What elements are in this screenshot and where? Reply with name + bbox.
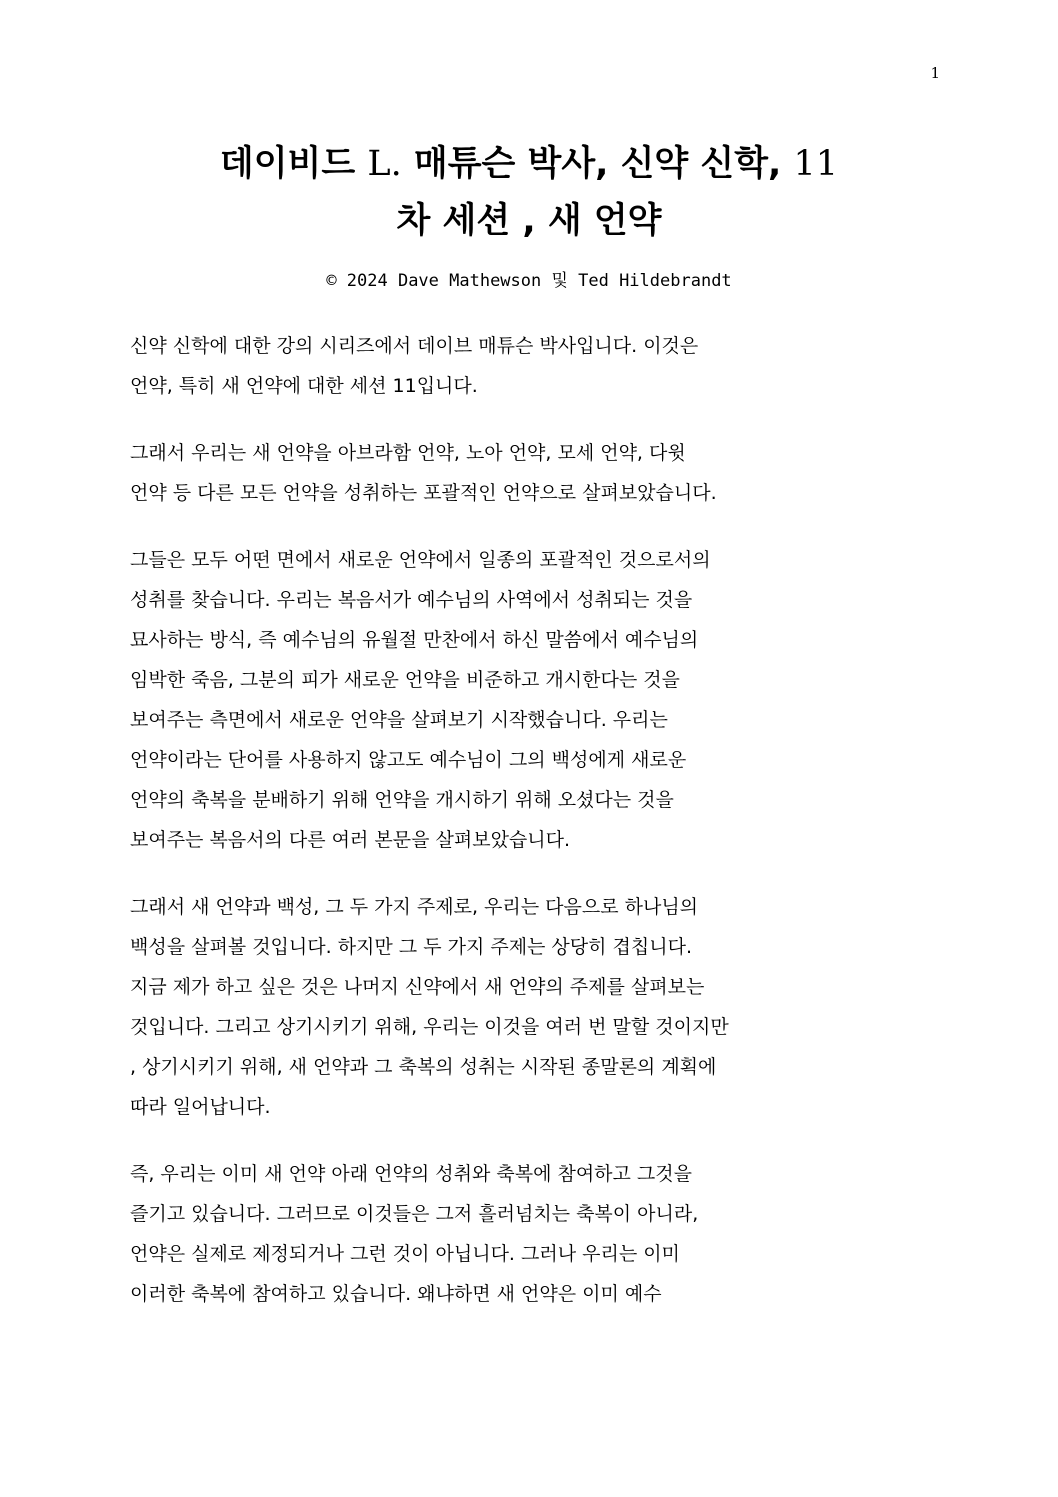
- text-line: 그래서 우리는 새 언약을 아브라함 언약, 노아 언약, 모세 언약, 다윗: [130, 442, 686, 464]
- text-line: 따라 일어납니다.: [130, 1096, 271, 1118]
- text-line: 그들은 모두 어떤 면에서 새로운 언약에서 일종의 포괄적인 것으로서의: [130, 549, 711, 571]
- document-title: [100, 136, 958, 250]
- title-line-1: [100, 136, 958, 193]
- text-line: 백성을 살펴볼 것입니다. 하지만 그 두 가지 주제는 상당히 겹칩니다.: [130, 936, 692, 958]
- body-text: [130, 326, 950, 1341]
- title-part: 데이비드: [219, 144, 368, 184]
- text-line: 성취를 찾습니다. 우리는 복음서가 예수님의 사역에서 성취되는 것을: [130, 589, 693, 611]
- page-number: 1: [930, 64, 940, 82]
- text-line: 즐기고 있습니다. 그러므로 이것들은 그저 흘러넘치는 축복이 아니라,: [130, 1203, 699, 1225]
- text-line: 언약은 실제로 제정되거나 그런 것이 아닙니다. 그러나 우리는 이미: [130, 1243, 680, 1265]
- copyright-line: © 2024 Dave Mathewson 및 Ted Hildebrandt: [326, 271, 732, 291]
- text-line: 지금 제가 하고 싶은 것은 나머지 신약에서 새 언약의 주제를 살펴보는: [130, 976, 705, 998]
- text-line: 언약 등 다른 모든 언약을 성취하는 포괄적인 언약으로 살펴보았습니다.: [130, 482, 717, 504]
- text-line: , 상기시키기 위해, 새 언약과 그 축복의 성취는 시작된 종말론의 계획에: [130, 1056, 717, 1078]
- paragraph: [130, 540, 950, 860]
- paragraph: [130, 326, 950, 406]
- text-line: 보여주는 측면에서 새로운 언약을 살펴보기 시작했습니다. 우리는: [130, 709, 668, 731]
- paragraph: [130, 1154, 950, 1314]
- title-part: 매튜슨 박사, 신약 신학,: [401, 144, 794, 184]
- text-line: 언약이라는 단어를 사용하지 않고도 예수님이 그의 백성에게 새로운: [130, 749, 687, 771]
- text-line: 언약의 축복을 분배하기 위해 언약을 개시하기 위해 오셨다는 것을: [130, 789, 674, 811]
- text-line: 언약, 특히 새 언약에 대한 세션 11입니다.: [130, 375, 478, 397]
- text-line: 즉, 우리는 이미 새 언약 아래 언약의 성취와 축복에 참여하고 그것을: [130, 1163, 692, 1185]
- text-line: 묘사하는 방식, 즉 예수님의 유월절 만찬에서 하신 말씀에서 예수님의: [130, 629, 699, 651]
- text-line: 그래서 새 언약과 백성, 그 두 가지 주제로, 우리는 다음으로 하나님의: [130, 896, 699, 918]
- text-line: 임박한 죽음, 그분의 피가 새로운 언약을 비준하고 개시한다는 것을: [130, 669, 680, 691]
- title-line-2: 차 세션 , 새 언약: [396, 201, 662, 241]
- text-line: 보여주는 복음서의 다른 여러 본문을 살펴보았습니다.: [130, 829, 571, 851]
- text-line: 이러한 축복에 참여하고 있습니다. 왜냐하면 새 언약은 이미 예수: [130, 1283, 662, 1305]
- paragraph: [130, 887, 950, 1127]
- text-line: 신약 신학에 대한 강의 시리즈에서 데이브 매튜슨 박사입니다. 이것은: [130, 335, 699, 357]
- paragraph: [130, 433, 950, 513]
- text-line: 것입니다. 그리고 상기시키기 위해, 우리는 이것을 여러 번 말할 것이지만: [130, 1016, 729, 1038]
- title-part: L.: [367, 144, 402, 184]
- title-part: 11: [793, 144, 839, 184]
